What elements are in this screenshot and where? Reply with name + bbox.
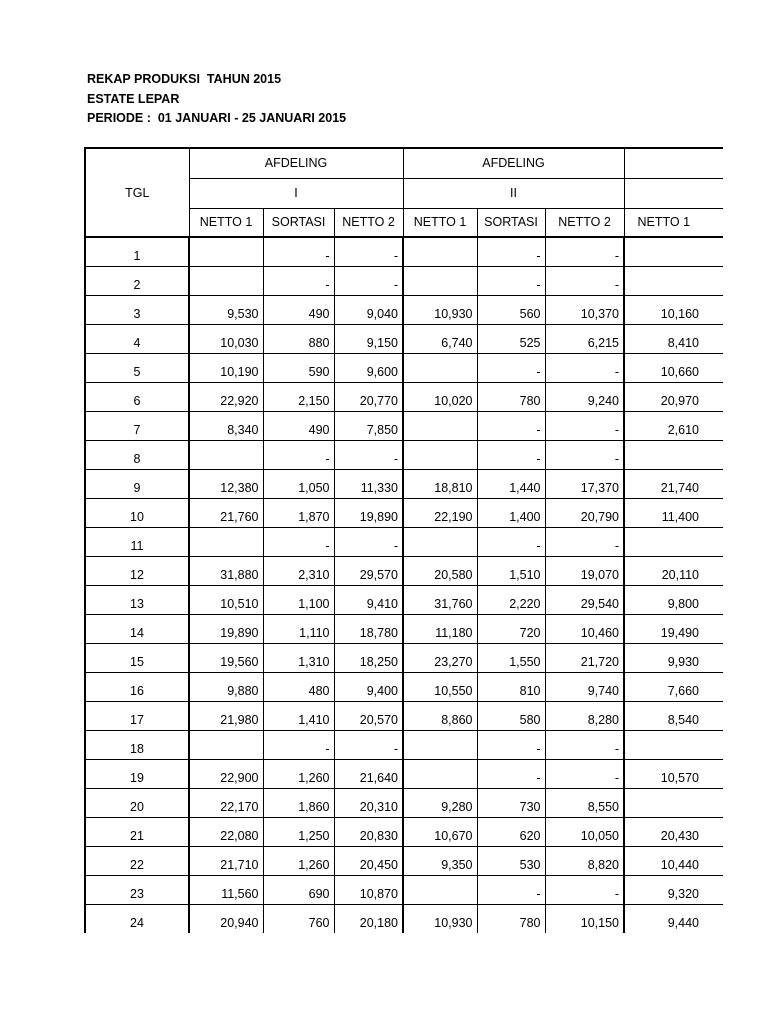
netto-1-cell: 8,540 — [624, 701, 703, 730]
netto-2-cell: 19,890 — [334, 498, 403, 527]
col-header-netto-2: NETTO 2 — [545, 208, 624, 237]
sortasi-cell: 1,410 — [263, 701, 334, 730]
netto-2-cell: 11,330 — [334, 469, 403, 498]
afdeling-i-sub: I — [189, 178, 403, 208]
netto-1-cell: 8,860 — [403, 701, 477, 730]
sortasi-cell: 2,150 — [263, 382, 334, 411]
netto-1-cell: 9,280 — [403, 788, 477, 817]
table-row — [85, 817, 723, 846]
clipped-cell — [703, 759, 723, 788]
sortasi-cell: - — [477, 266, 545, 295]
netto-1-cell: 2,610 — [624, 411, 703, 440]
netto-1-cell: 10,030 — [189, 324, 263, 353]
netto-2-cell: - — [545, 730, 624, 759]
table-row — [85, 469, 723, 498]
netto-2-cell: - — [545, 237, 624, 266]
netto-2-cell: 18,780 — [334, 614, 403, 643]
sortasi-cell: 580 — [477, 701, 545, 730]
sortasi-cell: 880 — [263, 324, 334, 353]
netto-1-cell: 19,560 — [189, 643, 263, 672]
tgl-cell: 3 — [85, 295, 189, 324]
tgl-cell: 11 — [85, 527, 189, 556]
afdeling-ii-sub: II — [403, 178, 624, 208]
sortasi-cell: 1,510 — [477, 556, 545, 585]
netto-1-cell — [403, 527, 477, 556]
sortasi-cell: - — [477, 237, 545, 266]
netto-1-cell: 9,320 — [624, 875, 703, 904]
clipped-cell — [703, 585, 723, 614]
netto-1-cell: 9,440 — [624, 904, 703, 933]
table-row — [85, 643, 723, 672]
netto-1-cell: 22,170 — [189, 788, 263, 817]
clipped-cell — [703, 266, 723, 295]
clipped-cell — [703, 875, 723, 904]
clipped-cell — [703, 817, 723, 846]
sortasi-cell: 490 — [263, 411, 334, 440]
netto-1-cell: 20,940 — [189, 904, 263, 933]
netto-1-cell — [403, 440, 477, 469]
netto-1-cell: 20,970 — [624, 382, 703, 411]
netto-1-cell — [189, 527, 263, 556]
tgl-cell: 4 — [85, 324, 189, 353]
netto-1-cell: 10,020 — [403, 382, 477, 411]
sortasi-cell: 1,550 — [477, 643, 545, 672]
sortasi-cell: 1,260 — [263, 846, 334, 875]
sortasi-cell: - — [477, 440, 545, 469]
netto-2-cell: 20,830 — [334, 817, 403, 846]
sortasi-cell: 525 — [477, 324, 545, 353]
col-header-netto-1: NETTO 1 — [189, 208, 263, 237]
tgl-cell: 18 — [85, 730, 189, 759]
netto-1-cell: 21,710 — [189, 846, 263, 875]
netto-1-cell: 22,080 — [189, 817, 263, 846]
netto-1-cell: 20,430 — [624, 817, 703, 846]
tgl-cell: 20 — [85, 788, 189, 817]
netto-1-cell: 9,930 — [624, 643, 703, 672]
netto-1-cell: 20,110 — [624, 556, 703, 585]
tgl-cell: 14 — [85, 614, 189, 643]
netto-2-cell: 29,570 — [334, 556, 403, 585]
netto-1-cell: 9,530 — [189, 295, 263, 324]
netto-1-cell: 10,930 — [403, 904, 477, 933]
netto-1-cell: 8,410 — [624, 324, 703, 353]
sortasi-cell: 1,110 — [263, 614, 334, 643]
netto-2-cell: 9,040 — [334, 295, 403, 324]
netto-1-cell — [403, 237, 477, 266]
clipped-cell — [703, 846, 723, 875]
tgl-cell: 7 — [85, 411, 189, 440]
netto-1-cell: 21,740 — [624, 469, 703, 498]
sortasi-cell: 810 — [477, 672, 545, 701]
netto-2-cell: 8,280 — [545, 701, 624, 730]
col-header-sortasi: SORTASI — [477, 208, 545, 237]
netto-2-cell: 18,250 — [334, 643, 403, 672]
clipped-cell — [703, 643, 723, 672]
netto-2-cell: 20,310 — [334, 788, 403, 817]
sortasi-cell: 2,220 — [477, 585, 545, 614]
netto-1-cell: 21,760 — [189, 498, 263, 527]
table-body — [85, 237, 723, 933]
sortasi-cell: 1,400 — [477, 498, 545, 527]
netto-1-cell: 10,510 — [189, 585, 263, 614]
table-row — [85, 701, 723, 730]
netto-1-cell: 21,980 — [189, 701, 263, 730]
netto-1-cell: 11,180 — [403, 614, 477, 643]
sortasi-cell: - — [263, 237, 334, 266]
sortasi-cell: - — [263, 266, 334, 295]
netto-2-cell: - — [334, 237, 403, 266]
table-row — [85, 266, 723, 295]
netto-2-cell: 9,240 — [545, 382, 624, 411]
netto-1-cell — [403, 411, 477, 440]
clipped-cell — [703, 440, 723, 469]
netto-2-cell: 10,870 — [334, 875, 403, 904]
clipped-cell — [703, 730, 723, 759]
clipped-cell — [703, 469, 723, 498]
netto-1-cell — [189, 730, 263, 759]
netto-2-cell: - — [334, 527, 403, 556]
netto-1-cell — [624, 237, 703, 266]
sortasi-cell: - — [477, 411, 545, 440]
clipped-cell — [703, 411, 723, 440]
netto-1-cell — [189, 266, 263, 295]
netto-1-cell: 22,900 — [189, 759, 263, 788]
clipped-cell — [703, 237, 723, 266]
sortasi-cell: - — [263, 527, 334, 556]
table-row — [85, 498, 723, 527]
clipped-cell — [703, 295, 723, 324]
netto-2-cell: 9,400 — [334, 672, 403, 701]
report-header — [87, 70, 346, 129]
sortasi-cell: 590 — [263, 353, 334, 382]
tgl-cell: 15 — [85, 643, 189, 672]
tgl-cell: 1 — [85, 237, 189, 266]
table-row — [85, 904, 723, 933]
netto-1-cell: 12,380 — [189, 469, 263, 498]
sortasi-cell: 1,870 — [263, 498, 334, 527]
table-row — [85, 527, 723, 556]
netto-2-cell: 10,050 — [545, 817, 624, 846]
netto-1-cell: 11,400 — [624, 498, 703, 527]
netto-2-cell: 9,600 — [334, 353, 403, 382]
netto-2-cell: - — [545, 440, 624, 469]
netto-2-cell: 9,740 — [545, 672, 624, 701]
tgl-cell: 6 — [85, 382, 189, 411]
tgl-cell: 24 — [85, 904, 189, 933]
production-table — [84, 147, 723, 933]
clipped-cell — [703, 382, 723, 411]
netto-2-cell: 21,720 — [545, 643, 624, 672]
netto-1-cell: 10,160 — [624, 295, 703, 324]
netto-1-cell: 10,550 — [403, 672, 477, 701]
netto-1-cell — [624, 440, 703, 469]
sortasi-cell: - — [477, 759, 545, 788]
tgl-cell: 22 — [85, 846, 189, 875]
netto-1-cell — [403, 353, 477, 382]
sortasi-cell: 1,440 — [477, 469, 545, 498]
tgl-cell: 12 — [85, 556, 189, 585]
col-header-sortasi: SORTASI — [263, 208, 334, 237]
table-row — [85, 585, 723, 614]
clipped-cell — [703, 614, 723, 643]
netto-1-cell: 20,580 — [403, 556, 477, 585]
netto-1-cell — [624, 730, 703, 759]
col-header-netto-1: NETTO 1 — [624, 208, 703, 237]
sortasi-cell: 1,260 — [263, 759, 334, 788]
tgl-header: TGL — [85, 148, 189, 237]
table-row — [85, 237, 723, 266]
sortasi-cell: 480 — [263, 672, 334, 701]
table-row — [85, 730, 723, 759]
afdeling-i-title: AFDELING — [189, 148, 403, 178]
table-row — [85, 556, 723, 585]
sortasi-cell: 530 — [477, 846, 545, 875]
netto-1-cell: 11,560 — [189, 875, 263, 904]
netto-2-cell: 6,215 — [545, 324, 624, 353]
netto-2-cell: 29,540 — [545, 585, 624, 614]
netto-1-cell: 10,440 — [624, 846, 703, 875]
netto-2-cell: 9,150 — [334, 324, 403, 353]
sortasi-cell: - — [477, 353, 545, 382]
netto-2-cell: 10,460 — [545, 614, 624, 643]
tgl-cell: 21 — [85, 817, 189, 846]
netto-2-cell: 21,640 — [334, 759, 403, 788]
netto-1-cell: 18,810 — [403, 469, 477, 498]
netto-2-cell: 19,070 — [545, 556, 624, 585]
netto-1-cell: 22,920 — [189, 382, 263, 411]
netto-2-cell: 20,790 — [545, 498, 624, 527]
sortasi-cell: - — [477, 730, 545, 759]
sortasi-cell: 760 — [263, 904, 334, 933]
netto-2-cell: 8,820 — [545, 846, 624, 875]
netto-1-cell: 22,190 — [403, 498, 477, 527]
netto-1-cell: 10,670 — [403, 817, 477, 846]
tgl-cell: 19 — [85, 759, 189, 788]
tgl-cell: 8 — [85, 440, 189, 469]
sortasi-cell: 1,100 — [263, 585, 334, 614]
netto-2-cell: - — [545, 353, 624, 382]
table-row — [85, 759, 723, 788]
report-title: REKAP PRODUKSI TAHUN 2015 — [87, 72, 282, 86]
netto-2-cell: 17,370 — [545, 469, 624, 498]
sortasi-cell: 730 — [477, 788, 545, 817]
sortasi-cell: 720 — [477, 614, 545, 643]
netto-2-cell: 20,180 — [334, 904, 403, 933]
sortasi-cell: 490 — [263, 295, 334, 324]
sortasi-cell: 1,250 — [263, 817, 334, 846]
netto-1-cell: 19,890 — [189, 614, 263, 643]
col-header-clipped — [703, 208, 723, 237]
netto-1-cell — [624, 527, 703, 556]
col-header-netto-2: NETTO 2 — [334, 208, 403, 237]
clipped-cell — [703, 701, 723, 730]
clipped-cell — [703, 527, 723, 556]
netto-1-cell: 9,800 — [624, 585, 703, 614]
table-row — [85, 875, 723, 904]
netto-2-cell: - — [545, 266, 624, 295]
sortasi-cell: - — [477, 527, 545, 556]
sortasi-cell: 780 — [477, 382, 545, 411]
netto-1-cell — [403, 875, 477, 904]
netto-1-cell — [624, 788, 703, 817]
sortasi-cell: - — [263, 440, 334, 469]
afdeling-ii-title: AFDELING — [403, 148, 624, 178]
sortasi-cell: 560 — [477, 295, 545, 324]
estate-name: ESTATE LEPAR — [87, 91, 180, 106]
table-row — [85, 614, 723, 643]
table-row — [85, 846, 723, 875]
netto-1-cell: 10,570 — [624, 759, 703, 788]
sortasi-cell: - — [263, 730, 334, 759]
tgl-cell: 17 — [85, 701, 189, 730]
netto-1-cell: 9,350 — [403, 846, 477, 875]
netto-1-cell: 10,190 — [189, 353, 263, 382]
netto-1-cell: 6,740 — [403, 324, 477, 353]
netto-1-cell: 10,930 — [403, 295, 477, 324]
netto-1-cell: 23,270 — [403, 643, 477, 672]
table-row — [85, 440, 723, 469]
clipped-cell — [703, 324, 723, 353]
clipped-cell — [703, 788, 723, 817]
table-row — [85, 672, 723, 701]
netto-1-cell: 31,760 — [403, 585, 477, 614]
netto-1-cell — [624, 266, 703, 295]
afdeling-iii-sub — [624, 178, 723, 208]
netto-1-cell: 19,490 — [624, 614, 703, 643]
netto-1-cell — [403, 266, 477, 295]
netto-2-cell: - — [545, 759, 624, 788]
netto-1-cell: 8,340 — [189, 411, 263, 440]
table-row — [85, 788, 723, 817]
tgl-cell: 2 — [85, 266, 189, 295]
netto-2-cell: - — [334, 266, 403, 295]
netto-2-cell: - — [334, 440, 403, 469]
netto-1-cell: 10,660 — [624, 353, 703, 382]
netto-1-cell: 7,660 — [624, 672, 703, 701]
col-header-netto-1: NETTO 1 — [403, 208, 477, 237]
netto-1-cell — [189, 237, 263, 266]
netto-2-cell: 20,770 — [334, 382, 403, 411]
netto-2-cell: - — [334, 730, 403, 759]
sortasi-cell: 620 — [477, 817, 545, 846]
netto-2-cell: 10,370 — [545, 295, 624, 324]
clipped-cell — [703, 904, 723, 933]
clipped-cell — [703, 353, 723, 382]
tgl-cell: 16 — [85, 672, 189, 701]
tgl-cell: 13 — [85, 585, 189, 614]
netto-1-cell: 31,880 — [189, 556, 263, 585]
sortasi-cell: 1,860 — [263, 788, 334, 817]
netto-2-cell: - — [545, 411, 624, 440]
netto-2-cell: 10,150 — [545, 904, 624, 933]
netto-2-cell: 9,410 — [334, 585, 403, 614]
afdeling-iii-title — [624, 148, 723, 178]
sortasi-cell: 690 — [263, 875, 334, 904]
tgl-cell: 10 — [85, 498, 189, 527]
netto-1-cell: 9,880 — [189, 672, 263, 701]
netto-1-cell — [403, 730, 477, 759]
clipped-cell — [703, 672, 723, 701]
report-period: PERIODE : 01 JANUARI - 25 JANUARI 2015 — [87, 111, 347, 125]
table-row — [85, 411, 723, 440]
netto-2-cell: - — [545, 527, 624, 556]
sortasi-cell: 2,310 — [263, 556, 334, 585]
tgl-cell: 5 — [85, 353, 189, 382]
netto-2-cell: 8,550 — [545, 788, 624, 817]
netto-2-cell: - — [545, 875, 624, 904]
netto-1-cell — [403, 759, 477, 788]
tgl-cell: 9 — [85, 469, 189, 498]
production-table-container — [84, 147, 768, 937]
table-row — [85, 324, 723, 353]
sortasi-cell: 1,050 — [263, 469, 334, 498]
table-row — [85, 382, 723, 411]
sortasi-cell: - — [477, 875, 545, 904]
table-row — [85, 295, 723, 324]
netto-2-cell: 20,570 — [334, 701, 403, 730]
netto-2-cell: 20,450 — [334, 846, 403, 875]
clipped-cell — [703, 556, 723, 585]
table-row — [85, 353, 723, 382]
netto-1-cell — [189, 440, 263, 469]
netto-2-cell: 7,850 — [334, 411, 403, 440]
sortasi-cell: 1,310 — [263, 643, 334, 672]
sortasi-cell: 780 — [477, 904, 545, 933]
clipped-cell — [703, 498, 723, 527]
tgl-cell: 23 — [85, 875, 189, 904]
